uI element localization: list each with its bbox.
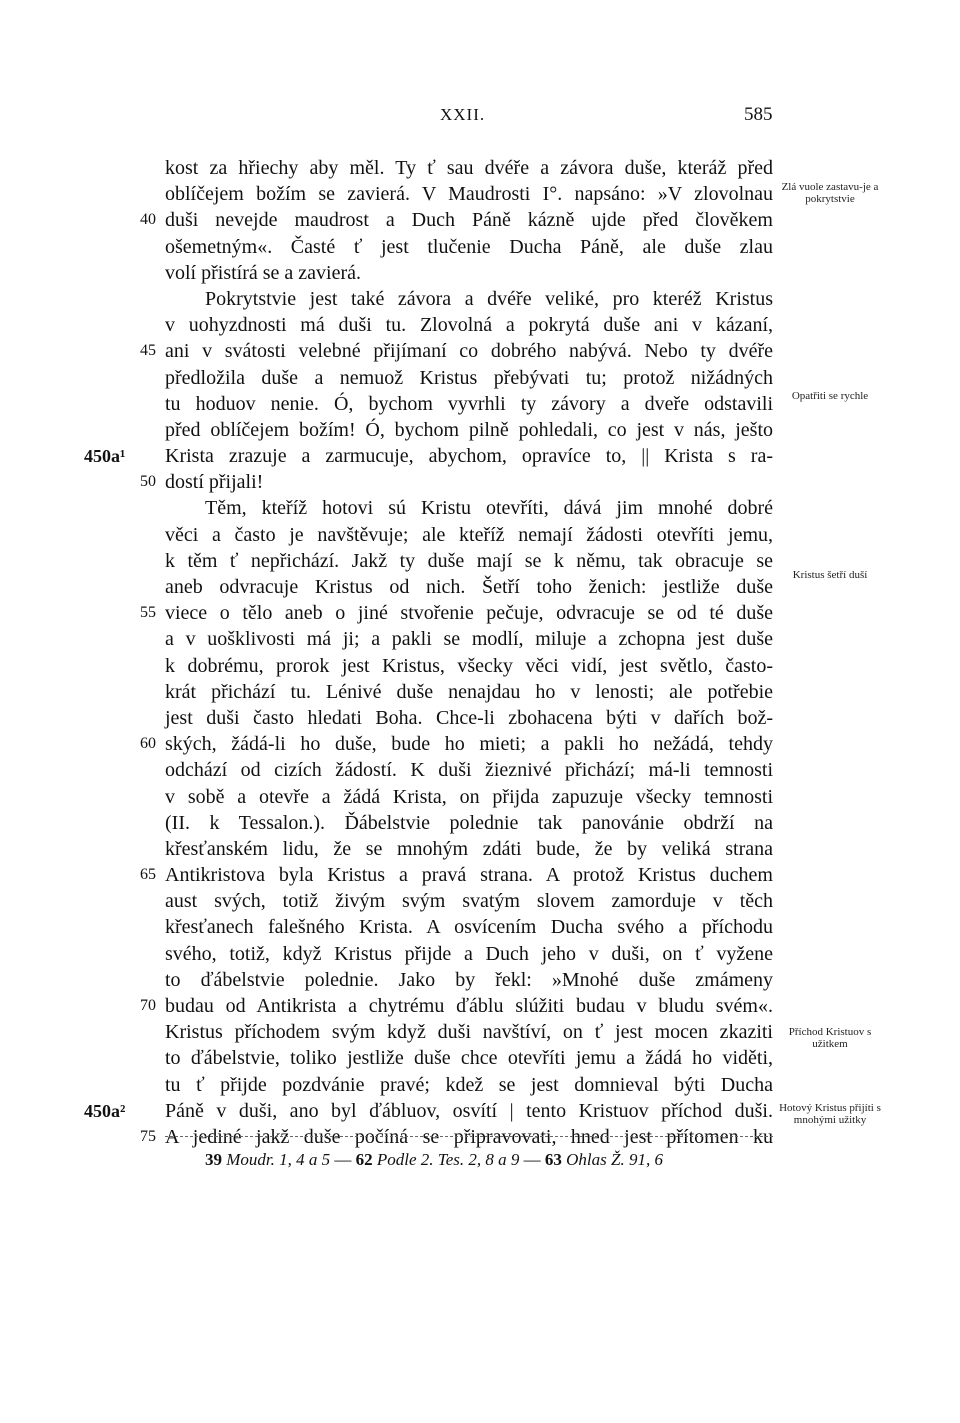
text-line [165, 312, 773, 338]
text-line [165, 1019, 773, 1045]
text-line [84, 1098, 773, 1124]
line-text: k dobrému, prorok jest Kristus, všecky věci vidí, jest světlo, často- [165, 654, 773, 677]
line-text: ských, žádá-li ho duše, bude ho mieti; a pakli ho nežádá, tehdy [165, 733, 773, 756]
text-line [165, 679, 773, 705]
line-text: Těm, kteříž hotovi sú Kristu otevříti, dává jim mnohé dobré [205, 497, 773, 520]
text-line [165, 626, 773, 652]
text-line [140, 993, 773, 1019]
text-line [140, 600, 773, 626]
text-line [140, 338, 773, 364]
text-line [165, 260, 773, 286]
text-line [165, 548, 773, 574]
footnote-line-number: 62 [355, 1150, 373, 1169]
text-line [165, 810, 773, 836]
footnote-line-number: 63 [544, 1150, 562, 1169]
text-line [84, 443, 773, 469]
line-text: Antikristova byla Kristus a pravá strana. A protož Kristus duchem [165, 864, 773, 887]
line-text: viece o tělo aneb o jiné stvořenie pečuje, odvracuje se od té duše [165, 602, 773, 625]
footnote-separator: — [523, 1150, 541, 1169]
folio-reference: 450a² [84, 1100, 126, 1121]
line-text: křesťanech falešného Krista. A osvícením Ducha svého a příchodu [165, 916, 773, 939]
line-text: volí přistírá se a zavierá. [165, 261, 362, 284]
text-line [165, 155, 773, 181]
footnote-reference: Podle 2. Tes. 2, 8 a 9 [376, 1150, 520, 1169]
text-line [165, 836, 773, 862]
text-line [165, 757, 773, 783]
marginal-note: Zlá vuole zastavu-je a pokrytstvie [781, 181, 879, 205]
line-text: jest duši často hledati Boha. Chce-li zbohacena býti v dařích bož- [165, 706, 773, 729]
line-number: 75 [140, 1127, 156, 1145]
text-line [165, 574, 773, 600]
line-text: a v uošklivosti má ji; a pakli se modlí, miluje a zchopna jest duše [165, 628, 773, 651]
line-number: 50 [140, 473, 156, 491]
line-text: v uohyzdnosti má duši tu. Zlovolná a pokrytá duše ani v kázaní, [165, 314, 773, 337]
line-number: 60 [140, 735, 156, 753]
line-text: Krista zrazuje a zarmucuje, abychom, opravíce to, || Krista s ra- [165, 445, 773, 468]
text-line [165, 391, 773, 417]
text-line [165, 181, 773, 207]
line-text: to ďábelstvie, toliko jestliže duše chce otevříti jemu a žádá ho viděti, [165, 1047, 773, 1070]
line-text: Páně v duši, ano byl ďábluov, osvítí | tento Kristuov příchod duši. [165, 1099, 773, 1122]
line-text: tu ť přijde pozdvánie pravé; kdež se jest domnieval býti Ducha [165, 1073, 773, 1096]
marginal-note: Příchod Kristuov s užitkem [788, 1026, 872, 1050]
line-text: krát přichází tu. Lénivé duše nenajdau ho v lenosti; ale potřebie [165, 680, 773, 703]
line-text: v sobě a otevře a žádá Krista, on přijda zapuzuje všecky temnosti [165, 785, 773, 808]
text-line [165, 653, 773, 679]
line-text: budau od Antikrista a chytrému ďáblu slúžiti budau v bludu svém«. [165, 995, 773, 1017]
line-text: to ďábelstvie polednie. Jako by řekl: »Mnohé duše zmámeny [165, 968, 773, 991]
text-line [165, 941, 773, 967]
line-text: ani v svátosti velebné přijímaní co dobrého nabývá. Nebo ty dvéře [165, 340, 773, 363]
marginal-note: Opatřiti se rychle [791, 390, 869, 402]
text-line [165, 1045, 773, 1071]
text-line [140, 207, 773, 233]
text-line [165, 705, 773, 731]
text-line [165, 1072, 773, 1098]
line-text: před oblíčejem božím! Ó, bychom pilně pohledali, co jest v nás, ješto [165, 418, 773, 441]
line-text: Kristus příchodem svým když duši navštíví, on ť jest mocen zkaziti [165, 1021, 773, 1044]
text-line [165, 417, 773, 443]
line-number: 70 [140, 997, 156, 1014]
line-text: věci a často je navštěvuje; ale kteříž nemají žádosti otevříti jemu, [165, 523, 773, 546]
line-text: Pokrytstvie jest také závora a dvéře veliké, pro kteréž Kristus [205, 287, 773, 310]
line-text: aneb odvracuje Kristus od nich. Šetří toho ženich: jestliže duše [165, 576, 773, 598]
marginal-note: Kristus šetří duší [792, 569, 868, 581]
marginal-note: Hotový Kristus přijíti s mnohými užitky [779, 1102, 881, 1126]
text-line [165, 495, 773, 521]
line-text: kost za hřiechy aby měl. Ty ť sau dvéře a závora duše, kteráž před [165, 157, 773, 179]
line-text: ošemetným«. Časté ť jest tlučenie Ducha Páně, ale duše zlau [165, 235, 773, 258]
line-text: (II. k Tessalon.). Ďábelstvie polednie tak panovánie obdrží na [165, 811, 773, 834]
text-line [165, 914, 773, 940]
text-line [165, 522, 773, 548]
line-text: A jediné jakž duše počíná se připravovati, hned jest přítomen ku [165, 1125, 773, 1148]
line-text: duši nevejde maudrost a Duch Páně kázně ujde před člověkem [165, 209, 773, 232]
text-line [140, 469, 773, 495]
line-text: k těm ť nepřichází. Jakž ty duše mají se k němu, tak obracuje se [165, 549, 773, 572]
text-line [165, 888, 773, 914]
footnote [205, 1150, 663, 1170]
footnote-separator: — [334, 1150, 352, 1169]
line-number: 40 [140, 211, 156, 229]
line-text: předložila duše a nemuož Kristus přebývati tu; protož nižádných [165, 366, 773, 389]
footnote-reference: Ohlas Ž. 91, 6 [566, 1150, 663, 1169]
text-line [140, 731, 773, 757]
line-number: 65 [140, 866, 156, 884]
line-number: 55 [140, 604, 156, 622]
text-line [165, 365, 773, 391]
text-line [140, 1124, 773, 1150]
footnote-rule [165, 1136, 773, 1137]
line-text: oblíčejem božím se zavierá. V Maudrosti I°. napsáno: »V zlovolnau [165, 183, 773, 206]
line-text: křesťanském lidu, že se mnohým zdáti bude, že by veliká strana [165, 837, 773, 860]
line-number: 45 [140, 342, 156, 360]
line-text: svého, totiž, když Kristus přijde a Duch jeho v duši, on ť vyžene [165, 942, 773, 965]
line-text: dostí přijali! [165, 471, 264, 494]
body-text [84, 155, 773, 1150]
text-line [165, 967, 773, 993]
text-line [165, 234, 773, 260]
text-line [140, 862, 773, 888]
footnote-reference: Moudr. 1, 4 a 5 [226, 1150, 331, 1169]
line-text: tu hoduov nenie. Ó, bychom vyvrhli ty závory a dveře odstavili [165, 392, 773, 415]
folio-reference: 450a¹ [84, 446, 126, 467]
text-line [165, 784, 773, 810]
page-number: 585 [744, 104, 773, 125]
line-text: odchází od cizích žádostí. K duši žieznivé přichází; má-li temnosti [165, 759, 773, 782]
running-header-chapter: XXII. [440, 105, 486, 124]
line-text: aust svých, totiž živým svým svatým slovem zamorduje v těch [165, 890, 773, 913]
text-line [165, 286, 773, 312]
footnote-line-number: 39 [205, 1150, 222, 1169]
